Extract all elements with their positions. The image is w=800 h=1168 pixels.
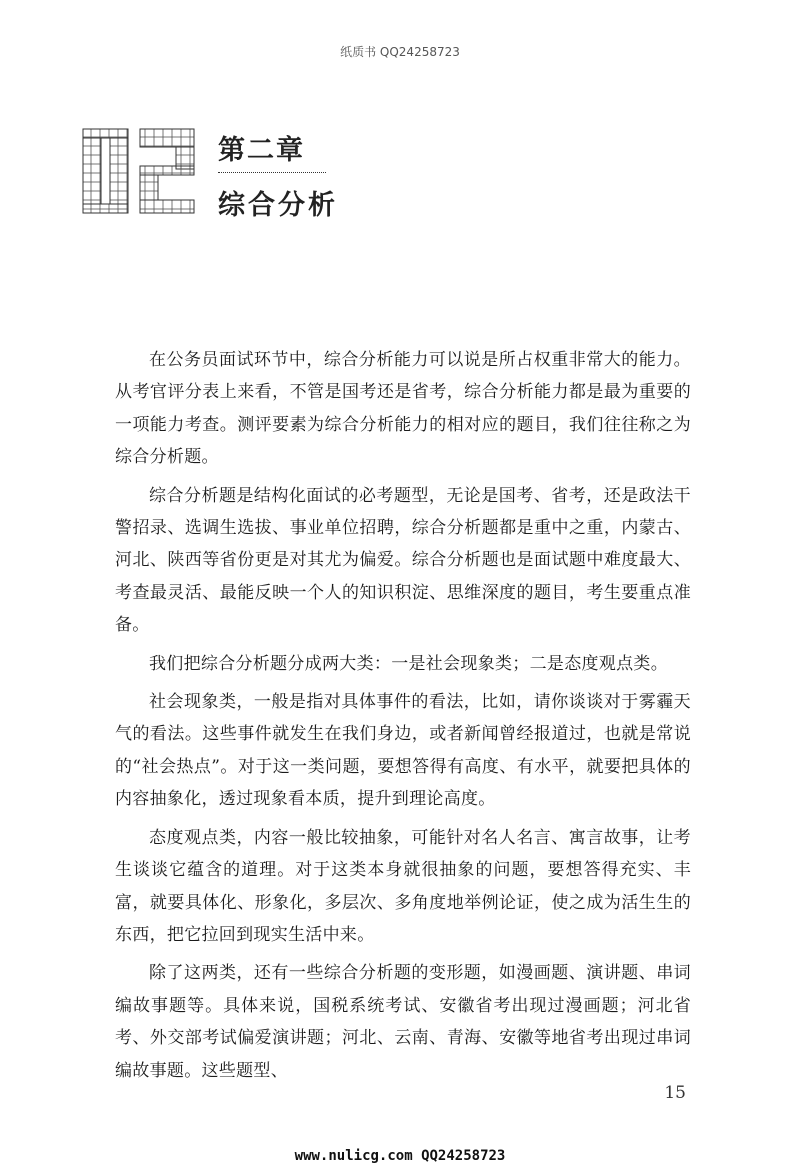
page-number: 15 [664, 1083, 686, 1103]
body-text [115, 344, 691, 1093]
chapter-number-graphic [82, 128, 197, 214]
header-watermark: 纸质书 QQ24258723 [340, 45, 460, 59]
paragraph: 综合分析题是结构化面试的必考题型，无论是国考、省考，还是政法干警招录、选调生选拔、事业单位招聘，综合分析题都是重中之重，内蒙古、河北、陕西等省份更是对其尤为偏爱。综合分析题也是面试题中难度最大、考查最灵活、最能反映一个人的知识积淀、思维深度的题目，考生要重点准备。 [115, 485, 691, 636]
footer-watermark: www.nulicg.com QQ24258723 [294, 1148, 506, 1164]
paragraph: 社会现象类，一般是指对具体事件的看法，比如，请你谈谈对于雾霾天气的看法。这些事件就发生在我们身边，或者新闻曾经报道过，也就是常说的“社会热点”。对于这一类问题，要想答得有高度、有水平，就要把具体的内容抽象化，透过现象看本质，提升到理论高度。 [115, 692, 691, 810]
paragraph: 我们把综合分析题分成两大类：一是社会现象类；二是态度观点类。 [149, 653, 668, 674]
paragraph: 态度观点类，内容一般比较抽象，可能针对名人名言、寓言故事，让考生谈谈它蕴含的道理。对于这类本身就很抽象的问题，要想答得充实、丰富，就要具体化、形象化，多层次、多角度地举例论证，使之成为活生生的东西，把它拉回到现实生活中来。 [115, 827, 691, 945]
chapter-title: 综合分析 [218, 190, 338, 221]
paragraph: 除了这两类，还有一些综合分析题的变形题，如漫画题、演讲题、串词编故事题等。具体来说，国税系统考试、安徽省考出现过漫画题；河北省考、外交部考试偏爱演讲题；河北、云南、青海、安徽等地省考出现过串词编故事题。这些题型、 [115, 963, 691, 1081]
chapter-divider [218, 172, 326, 173]
chapter-label: 第二章 [218, 135, 305, 166]
paragraph: 在公务员面试环节中，综合分析能力可以说是所占权重非常大的能力。从考官评分表上来看，不管是国考还是省考，综合分析能力都是最为重要的一项能力考查。测评要素为综合分析能力的相对应的题目，我们往往称之为综合分析题。 [115, 350, 691, 468]
